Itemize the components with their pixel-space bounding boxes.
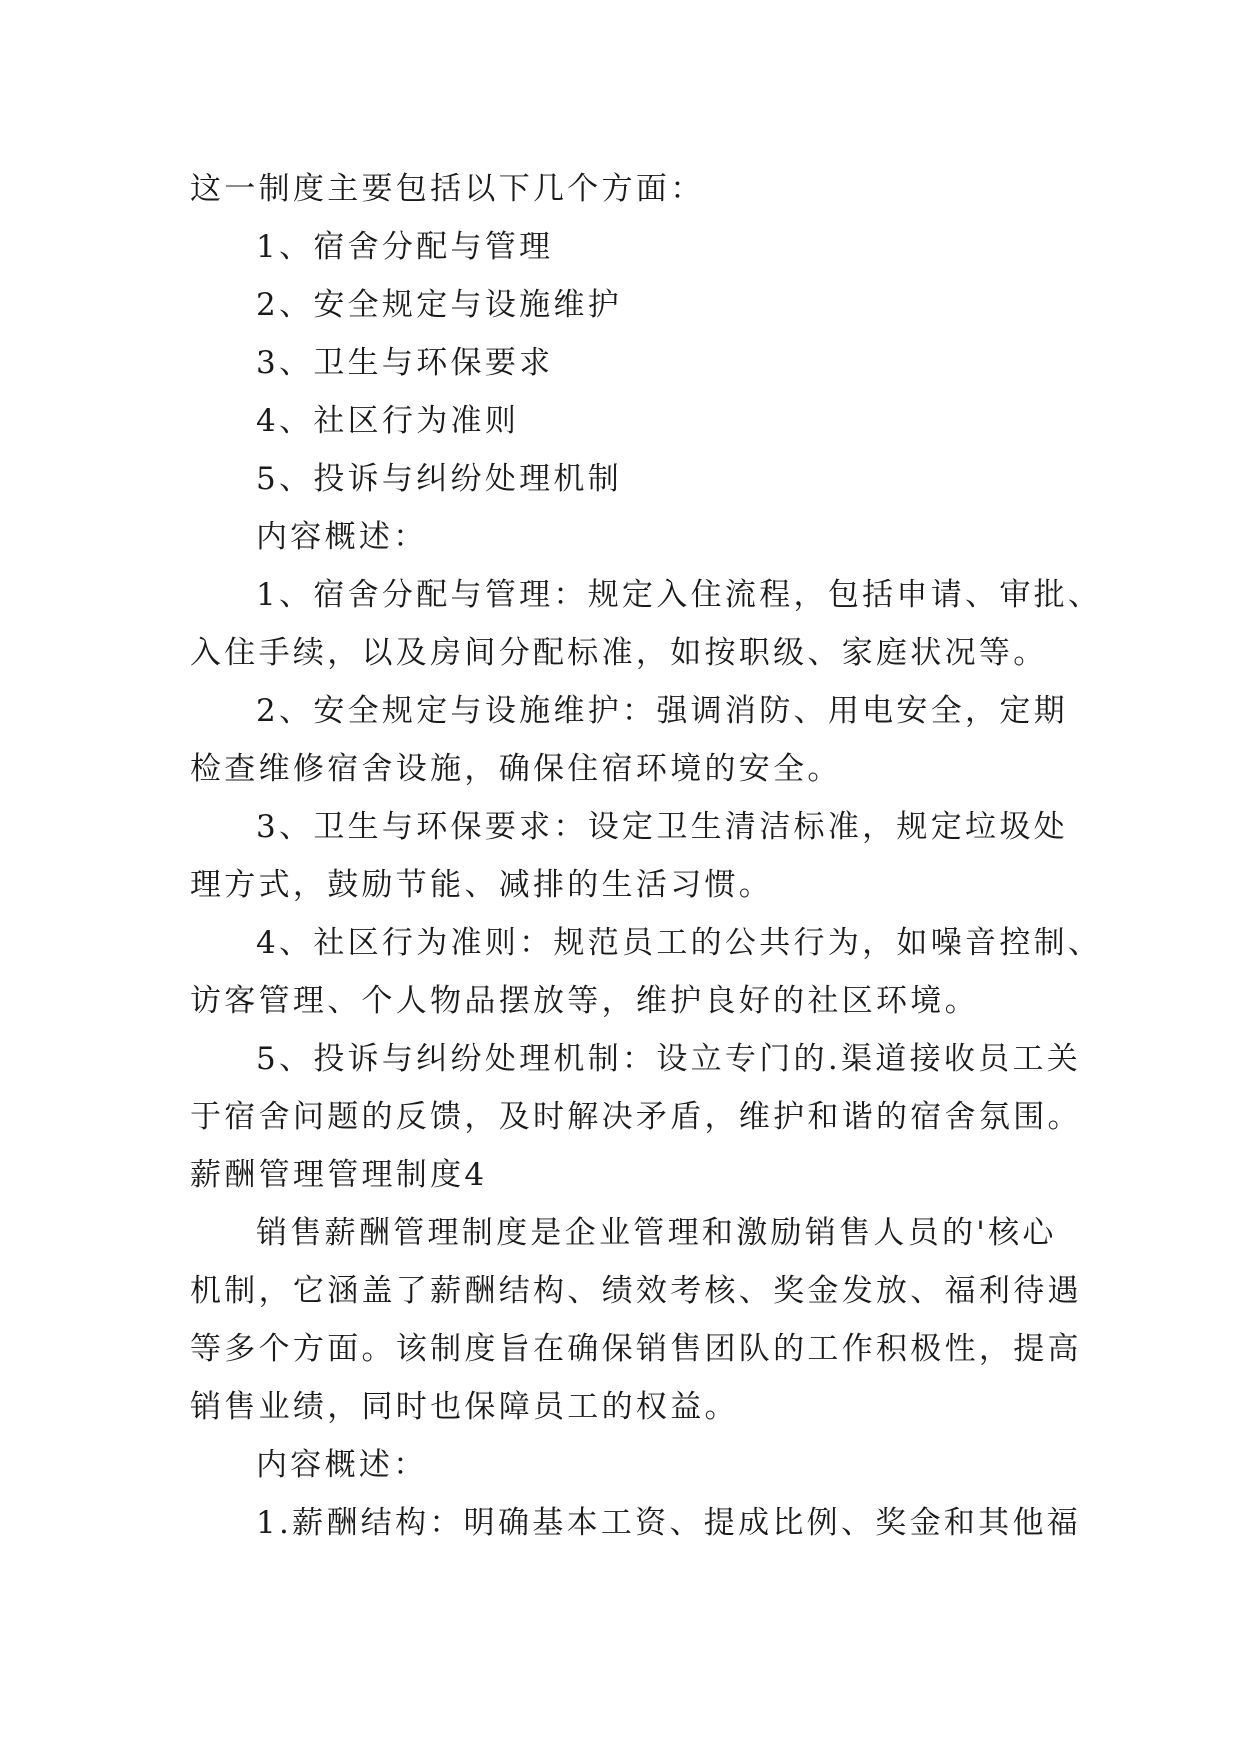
text-line: 1.薪酬结构：明确基本工资、提成比例、奖金和其他福 xyxy=(256,1505,1082,1541)
text-line: 入住手续，以及房间分配标准，如按职级、家庭状况等。 xyxy=(190,635,1048,671)
text-line: 1、宿舍分配与管理 xyxy=(256,229,554,265)
text-line: 2、安全规定与设施维护 xyxy=(256,287,623,323)
text-line: 等多个方面。该制度旨在确保销售团队的工作积极性，提高 xyxy=(190,1331,1082,1367)
text-line: 2、安全规定与设施维护：强调消防、用电安全，定期 xyxy=(256,693,1068,729)
text-line: 3、卫生与环保要求：设定卫生清洁标准，规定垃圾处 xyxy=(256,809,1068,845)
text-line: 4、社区行为准则 xyxy=(256,403,520,439)
text-line: 3、卫生与环保要求 xyxy=(256,345,554,381)
text-line: 理方式，鼓励节能、减排的生活习惯。 xyxy=(190,867,774,903)
text-line: 这一制度主要包括以下几个方面： xyxy=(190,171,705,207)
section-label: 内容概述： xyxy=(256,1447,428,1483)
text-line: 访客管理、个人物品摆放等，维护良好的社区环境。 xyxy=(190,983,979,1019)
document-body xyxy=(190,160,1103,1552)
text-line: 4、社区行为准则：规范员工的公共行为，如噪音控制、 xyxy=(256,925,1103,961)
section-heading: 薪酬管理管理制度4 xyxy=(190,1157,488,1193)
text-line: 机制，它涵盖了薪酬结构、绩效考核、奖金发放、福利待遇 xyxy=(190,1273,1082,1309)
text-line: 5、投诉与纠纷处理机制：设立专门的.渠道接收员工关 xyxy=(256,1041,1082,1077)
section-label: 内容概述： xyxy=(256,519,428,555)
text-line: 1、宿舍分配与管理：规定入住流程，包括申请、审批、 xyxy=(256,577,1103,613)
text-line: 5、投诉与纠纷处理机制 xyxy=(256,461,623,497)
text-line: 于宿舍问题的反馈，及时解决矛盾，维护和谐的宿舍氛围。 xyxy=(190,1099,1082,1135)
text-line: 销售薪酬管理制度是企业管理和激励销售人员的'核心 xyxy=(256,1215,1057,1251)
text-line: 销售业绩，同时也保障员工的权益。 xyxy=(190,1389,739,1425)
text-line: 检查维修宿舍设施，确保住宿环境的安全。 xyxy=(190,751,842,787)
